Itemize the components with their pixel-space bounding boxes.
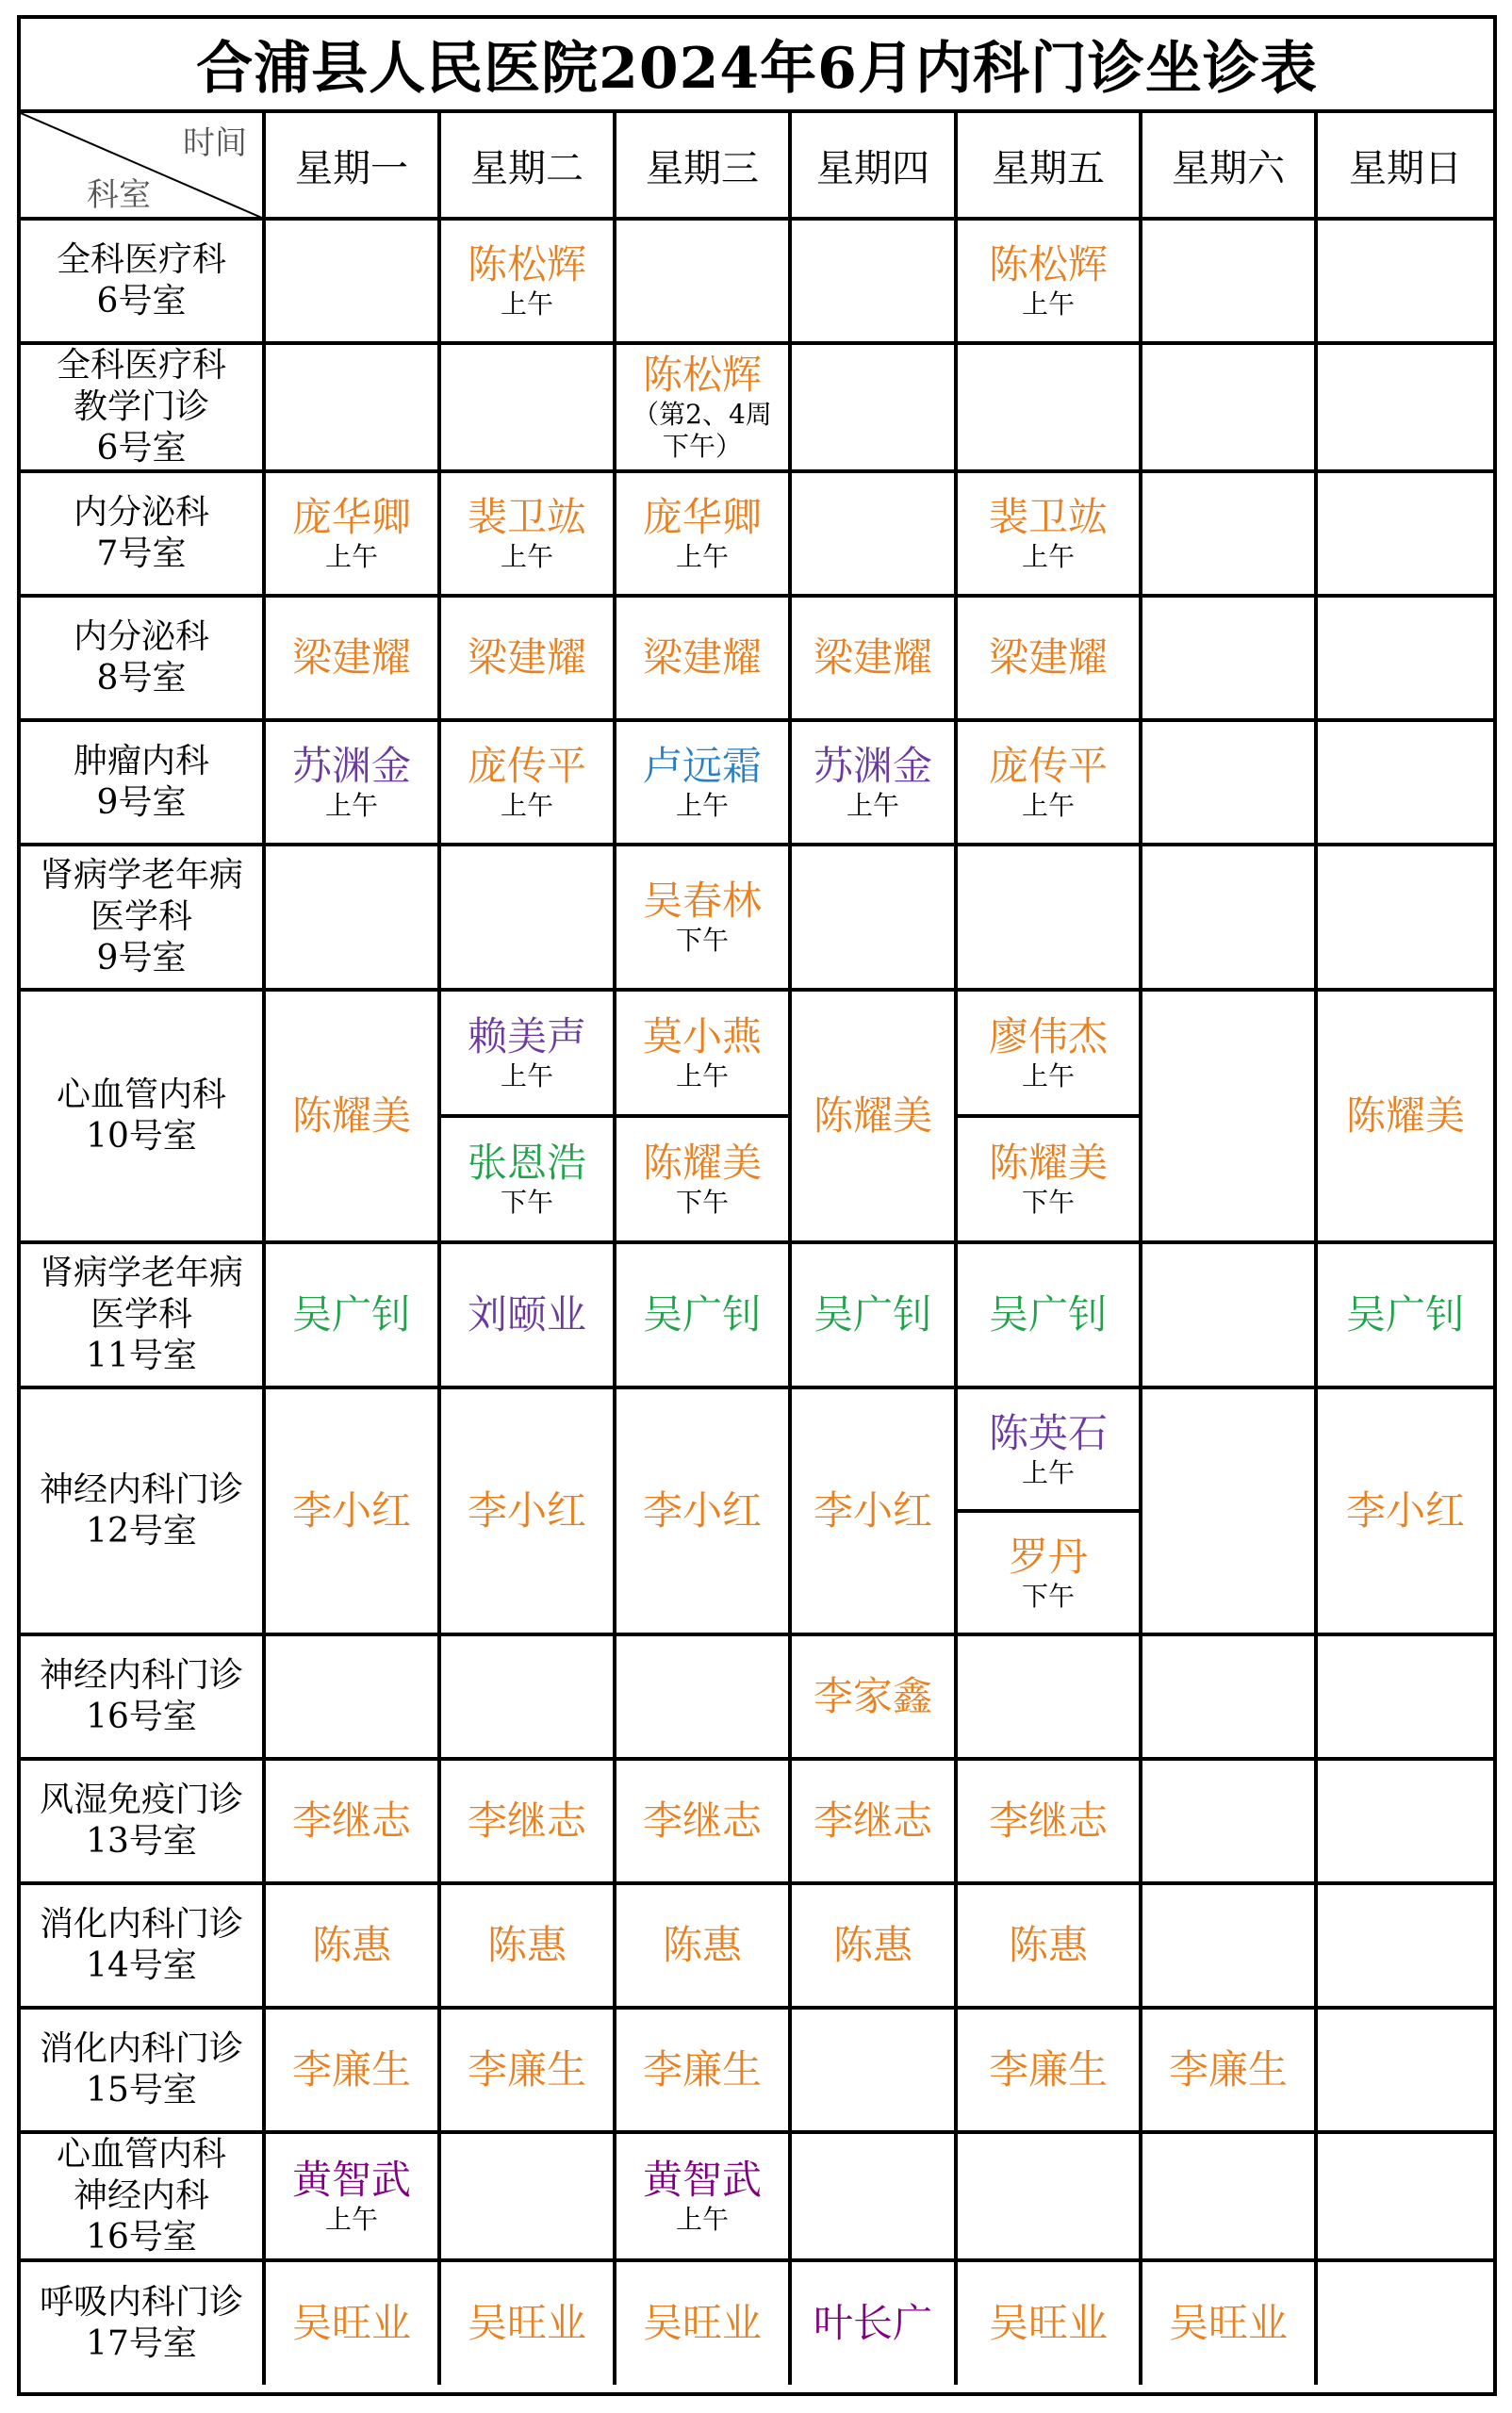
schedule-cell [264,2260,439,2385]
department-line: 9号室 [96,783,187,822]
doctor-name: 李小红 [291,1487,411,1534]
doctor-name: 刘颐业 [467,1291,586,1338]
schedule-cell [264,1242,439,1387]
doctor-name: 莫小燕 [642,1013,762,1059]
schedule-cell [615,2260,790,2385]
department-cell [21,720,264,845]
doctor-name: 苏渊金 [813,743,932,789]
schedule-cell [790,720,956,845]
department-line: 17号室 [86,2324,197,2363]
doctor-name: 廖伟杰 [988,1013,1108,1059]
schedule-cell [439,990,615,1116]
session-time: 上午 [500,1060,553,1092]
doctor-name: 黄智武 [291,2157,411,2203]
schedule-cell [1316,1634,1493,1759]
doctor-name: 裴卫竑 [467,494,586,540]
doctor-name: 李小红 [813,1487,932,1534]
department-line: 肾病学老年病 [39,856,243,895]
schedule-cell [1316,1759,1493,1883]
department-cell [21,596,264,720]
doctor-name: 梁建耀 [988,634,1108,681]
schedule-cell [790,1242,956,1387]
doctor-name: 裴卫竑 [988,494,1108,540]
schedule-cell [439,2008,615,2132]
schedule-cell [439,1387,615,1634]
schedule-cell [1141,219,1316,343]
doctor-name: 李廉生 [291,2046,411,2093]
schedule-cell [1316,219,1493,343]
session-time: 上午 [500,541,553,572]
schedule-cell [956,2008,1141,2132]
doctor-name: 李廉生 [467,2046,586,2093]
doctor-name: 梁建耀 [291,634,411,681]
doctor-name: 吴春林 [642,878,762,924]
schedule-cell [439,1242,615,1387]
schedule-cell [956,1883,1141,2008]
schedule-cell [1316,2132,1493,2260]
corner-cell [21,113,264,219]
session-time: 上午 [1021,541,1075,572]
department-line: 呼吸内科门诊 [39,2283,243,2322]
page-title: 合浦县人民医院2024年6月内科门诊坐诊表 [21,19,1493,113]
schedule-cell [264,471,439,596]
session-time: 上午 [1021,1060,1075,1092]
schedule-row [21,2260,1493,2385]
schedule-cell [956,1242,1141,1387]
doctor-name: 吴广钊 [988,1291,1108,1338]
doctor-name: 梁建耀 [467,634,586,681]
department-line: 12号室 [86,1512,197,1551]
session-note: （第2、4周下午） [633,399,772,462]
doctor-name: 吴旺业 [467,2300,586,2346]
schedule-cell [615,1883,790,2008]
schedule-cell [1141,1242,1316,1387]
schedule-cell [615,219,790,343]
schedule-cell [615,1759,790,1883]
doctor-name: 吴广钊 [813,1291,932,1338]
schedule-table [21,113,1493,2385]
schedule-cell [956,596,1141,720]
day-header: 星期六 [1141,113,1316,219]
department-line: 心血管内科 [56,2135,226,2174]
department-line: 内分泌科 [73,617,209,656]
schedule-cell [1141,1387,1316,1634]
department-cell [21,1759,264,1883]
department-line: 消化内科门诊 [39,2029,243,2068]
department-line: 内分泌科 [73,493,209,532]
schedule-sheet [17,15,1497,2396]
department-cell [21,219,264,343]
doctor-name: 吴旺业 [1168,2300,1288,2346]
doctor-name: 梁建耀 [813,634,932,681]
doctor-name: 李继志 [642,1797,762,1844]
schedule-cell [439,471,615,596]
department-line: 16号室 [86,2218,197,2257]
schedule-cell [439,2132,615,2260]
day-header: 星期一 [264,113,439,219]
doctor-name: 陈松辉 [642,352,762,398]
schedule-cell [1141,990,1316,1242]
session-time: 上午 [675,2204,729,2235]
department-cell [21,990,264,1242]
doctor-name: 李继志 [291,1797,411,1844]
schedule-cell [615,990,790,1116]
doctor-name: 赖美声 [467,1013,586,1059]
schedule-row [21,1242,1493,1387]
schedule-cell [790,2260,956,2385]
doctor-name: 庞传平 [988,743,1108,789]
doctor-name: 庞华卿 [642,494,762,540]
doctor-name: 卢远霜 [642,743,762,789]
session-time: 下午 [1021,1187,1075,1218]
doctor-name: 陈耀美 [1345,1092,1465,1139]
doctor-name: 李小红 [642,1487,762,1534]
doctor-name: 吴广钊 [291,1291,411,1338]
schedule-row [21,343,1493,471]
session-time: 下午 [1021,1580,1075,1612]
schedule-cell [1141,596,1316,720]
doctor-name: 陈松辉 [467,241,586,287]
department-line: 神经内科门诊 [39,1656,243,1695]
department-line: 神经内科 [73,2176,209,2215]
doctor-name: 黄智武 [642,2157,762,2203]
day-header: 星期五 [956,113,1141,219]
schedule-cell [956,1511,1141,1634]
department-line: 医学科 [90,1295,192,1334]
doctor-name: 庞传平 [467,743,586,789]
schedule-cell [264,596,439,720]
doctor-name: 梁建耀 [642,634,762,681]
corner-dept-label: 科室 [87,176,151,214]
schedule-cell [1141,2260,1316,2385]
schedule-cell [1141,1634,1316,1759]
session-time: 上午 [324,790,378,821]
schedule-row [21,990,1493,1116]
session-time: 下午 [500,1187,553,1218]
schedule-cell [1141,1883,1316,2008]
schedule-row [21,1883,1493,2008]
doctor-name: 陈耀美 [291,1092,411,1139]
corner-time-label: 时间 [183,124,247,162]
department-cell [21,1242,264,1387]
schedule-cell [615,1242,790,1387]
schedule-cell [956,2132,1141,2260]
schedule-cell [264,2132,439,2260]
schedule-cell [790,596,956,720]
schedule-row [21,1634,1493,1759]
schedule-cell [615,845,790,990]
schedule-cell [264,343,439,471]
doctor-name: 陈惠 [832,1922,912,1968]
department-cell [21,1883,264,2008]
department-line: 14号室 [86,1946,197,1985]
schedule-cell [439,1759,615,1883]
schedule-cell [1316,1883,1493,2008]
doctor-name: 李小红 [1345,1487,1465,1534]
schedule-cell [790,219,956,343]
schedule-cell [1141,2008,1316,2132]
schedule-cell [615,2132,790,2260]
schedule-cell [264,1387,439,1634]
doctor-name: 李廉生 [1168,2046,1288,2093]
schedule-cell [615,1634,790,1759]
schedule-cell [264,1883,439,2008]
schedule-cell [790,1634,956,1759]
schedule-cell [264,845,439,990]
schedule-cell [956,1634,1141,1759]
department-line: 9号室 [96,939,187,977]
schedule-cell [956,990,1141,1116]
session-time: 下午 [675,1187,729,1218]
schedule-cell [439,2260,615,2385]
doctor-name: 陈耀美 [988,1140,1108,1186]
schedule-cell [1316,471,1493,596]
doctor-name: 李继志 [467,1797,586,1844]
schedule-cell [615,1116,790,1242]
doctor-name: 陈耀美 [642,1140,762,1186]
schedule-cell [790,845,956,990]
session-time: 上午 [1021,790,1075,821]
schedule-row [21,2132,1493,2260]
schedule-cell [439,720,615,845]
schedule-row [21,2008,1493,2132]
schedule-cell [1141,845,1316,990]
schedule-cell [439,845,615,990]
doctor-name: 陈惠 [486,1922,567,1968]
doctor-name: 李继志 [988,1797,1108,1844]
schedule-cell [1141,1759,1316,1883]
schedule-cell [1141,720,1316,845]
schedule-cell [264,2008,439,2132]
department-line: 医学科 [90,897,192,936]
schedule-row [21,720,1493,845]
session-time: 上午 [500,288,553,320]
schedule-cell [1141,343,1316,471]
doctor-name: 陈松辉 [988,241,1108,287]
department-line: 11号室 [86,1337,197,1375]
schedule-cell [790,343,956,471]
day-header: 星期三 [615,113,790,219]
department-line: 神经内科门诊 [39,1470,243,1509]
doctor-name: 吴旺业 [988,2300,1108,2346]
doctor-name: 李家鑫 [813,1673,932,1719]
schedule-cell [1141,2132,1316,2260]
department-cell [21,471,264,596]
schedule-cell [956,720,1141,845]
doctor-name: 罗丹 [1008,1533,1088,1580]
department-line: 10号室 [86,1117,197,1156]
department-cell [21,2260,264,2385]
schedule-cell [264,720,439,845]
department-line: 8号室 [96,659,187,698]
schedule-cell [790,1883,956,2008]
schedule-cell [439,219,615,343]
schedule-cell [956,2260,1141,2385]
doctor-name: 吴旺业 [642,2300,762,2346]
schedule-cell [439,343,615,471]
doctor-name: 李廉生 [642,2046,762,2093]
doctor-name: 张恩浩 [467,1140,586,1186]
schedule-row [21,471,1493,596]
department-line: 肾病学老年病 [39,1254,243,1292]
department-line: 全科医疗科 [56,346,226,385]
schedule-cell [956,1116,1141,1242]
schedule-cell [264,1759,439,1883]
schedule-cell [1316,1387,1493,1634]
schedule-row [21,845,1493,990]
department-line: 消化内科门诊 [39,1905,243,1944]
department-line: 15号室 [86,2071,197,2109]
schedule-cell [1316,990,1493,1242]
schedule-row [21,596,1493,720]
doctor-name: 陈惠 [311,1922,391,1968]
schedule-cell [1316,596,1493,720]
department-line: 13号室 [86,1822,197,1861]
session-time: 上午 [675,541,729,572]
day-header: 星期日 [1316,113,1493,219]
schedule-cell [956,219,1141,343]
schedule-cell [790,1387,956,1634]
schedule-cell [1316,2260,1493,2385]
schedule-cell [264,1634,439,1759]
schedule-cell [956,471,1141,596]
doctor-name: 李继志 [813,1797,932,1844]
doctor-name: 陈英石 [988,1409,1108,1456]
schedule-cell [615,471,790,596]
doctor-name: 吴广钊 [1345,1291,1465,1338]
session-time: 上午 [1021,1456,1075,1488]
schedule-cell [790,1759,956,1883]
department-cell [21,2008,264,2132]
schedule-cell [439,1634,615,1759]
department-cell [21,2132,264,2260]
department-line: 16号室 [86,1698,197,1736]
department-cell [21,1634,264,1759]
doctor-name: 李小红 [467,1487,586,1534]
day-header: 星期二 [439,113,615,219]
schedule-cell [1316,343,1493,471]
schedule-cell [439,1883,615,2008]
schedule-cell [956,1759,1141,1883]
department-line: 6号室 [96,282,187,320]
schedule-row [21,1759,1493,1883]
department-cell [21,845,264,990]
schedule-cell [790,990,956,1242]
department-cell [21,1387,264,1634]
schedule-cell [1141,471,1316,596]
session-time: 上午 [324,2204,378,2235]
department-cell [21,343,264,471]
schedule-cell [615,720,790,845]
doctor-name: 陈耀美 [813,1092,932,1139]
schedule-cell [790,2008,956,2132]
department-line: 全科医疗科 [56,240,226,279]
doctor-name: 吴旺业 [291,2300,411,2346]
department-line: 6号室 [96,429,187,468]
schedule-cell [1316,720,1493,845]
doctor-name: 苏渊金 [291,743,411,789]
session-time: 上午 [846,790,899,821]
doctor-name: 陈惠 [662,1922,742,1968]
schedule-cell [615,596,790,720]
schedule-cell [439,596,615,720]
header-row [21,113,1493,219]
doctor-name: 吴广钊 [642,1291,762,1338]
doctor-name: 庞华卿 [291,494,411,540]
department-line: 7号室 [96,534,187,573]
schedule-row [21,219,1493,343]
session-time: 下午 [675,925,729,956]
session-time: 上午 [500,790,553,821]
schedule-row [21,1387,1493,1511]
session-time: 上午 [324,541,378,572]
schedule-cell [1316,1242,1493,1387]
department-line: 风湿免疫门诊 [39,1781,243,1819]
schedule-cell [956,1387,1141,1511]
schedule-cell [264,990,439,1242]
day-header: 星期四 [790,113,956,219]
doctor-name: 叶长广 [813,2300,932,2346]
department-line: 肿瘤内科 [73,742,209,780]
schedule-cell [790,2132,956,2260]
schedule-cell [264,219,439,343]
schedule-cell [615,343,790,471]
schedule-cell [615,1387,790,1634]
session-time: 上午 [1021,288,1075,320]
department-line: 心血管内科 [56,1075,226,1114]
schedule-cell [1316,845,1493,990]
schedule-cell [956,343,1141,471]
schedule-cell [956,845,1141,990]
schedule-cell [439,1116,615,1242]
session-time: 上午 [675,1060,729,1092]
schedule-cell [1316,2008,1493,2132]
schedule-cell [790,471,956,596]
doctor-name: 李廉生 [988,2046,1108,2093]
session-time: 上午 [675,790,729,821]
schedule-cell [615,2008,790,2132]
doctor-name: 陈惠 [1008,1922,1088,1968]
department-line: 教学门诊 [73,387,209,426]
